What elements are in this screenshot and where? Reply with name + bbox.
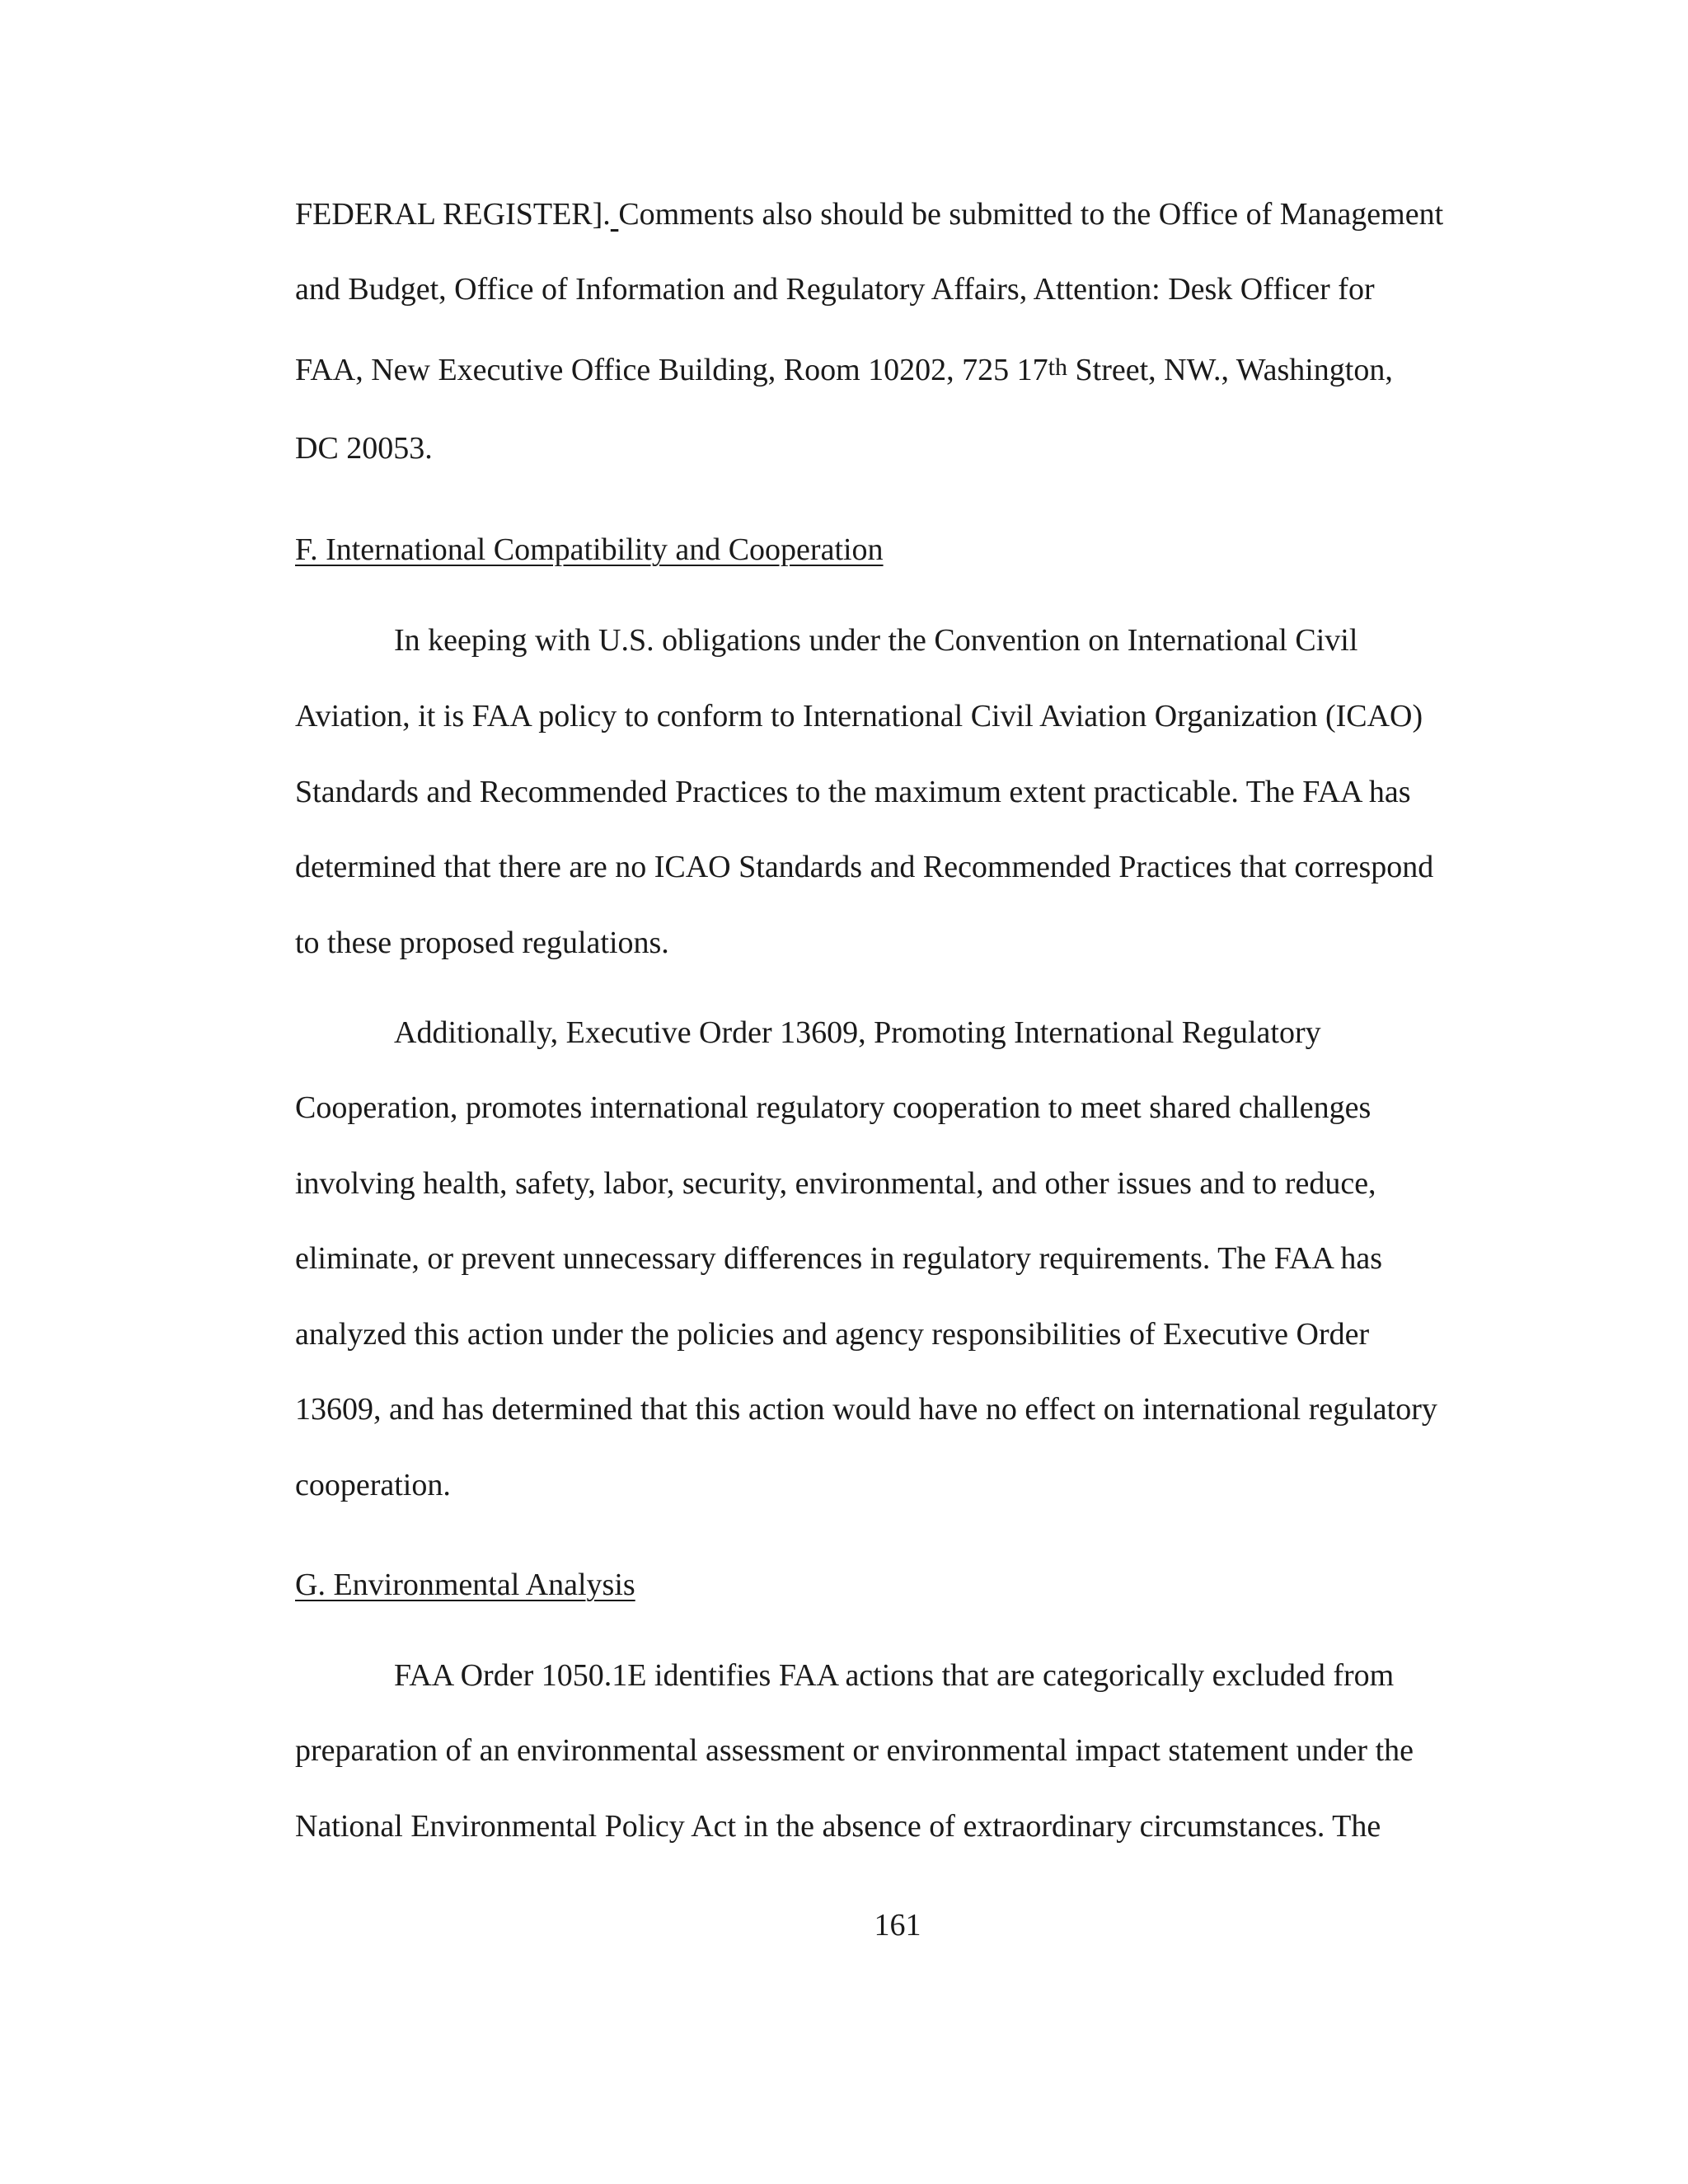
text-line: determined that there are no ICAO Standards and Recommended Practices that correspond (295, 850, 1434, 884)
text-line: DC 20053. (295, 431, 433, 466)
text-line: FAA Order 1050.1E identifies FAA actions that are categorically excluded from (394, 1658, 1395, 1693)
text-line: to these proposed regulations. (295, 926, 669, 960)
text-line: eliminate, or prevent unnecessary differences in regulatory requirements. The FAA has (295, 1241, 1382, 1276)
section-heading: G. Environmental Analysis (295, 1568, 635, 1602)
text-line: Cooperation, promotes international regulatory cooperation to meet shared challenges (295, 1090, 1372, 1125)
text-line: National Environmental Policy Act in the absence of extraordinary circumstances. The (295, 1809, 1381, 1844)
text-line: Additionally, Executive Order 13609, Promoting International Regulatory (394, 1015, 1321, 1050)
text-line: cooperation. (295, 1468, 451, 1502)
text-fragment: Street, NW., Washington, (1067, 353, 1393, 387)
section-heading: F. International Compatibility and Cooperation (295, 532, 884, 567)
text-line: preparation of an environmental assessment or environmental impact statement under the (295, 1733, 1414, 1768)
text-fragment: FEDERAL REGISTER]. (295, 197, 611, 232)
text-line: 13609, and has determined that this action would have no effect on international regulatory (295, 1392, 1437, 1427)
text-fragment: Comments also should be submitted to the Office of Management (618, 197, 1444, 232)
text-line: analyzed this action under the policies and agency responsibilities of Executive Order (295, 1317, 1370, 1352)
text-line: Standards and Recommended Practices to the maximum extent practicable. The FAA has (295, 775, 1411, 809)
underlined-space (611, 197, 619, 232)
superscript: th (1048, 354, 1067, 381)
text-line (295, 194, 1443, 234)
text-line: Aviation, it is FAA policy to conform to International Civil Aviation Organization (ICAO) (295, 699, 1423, 733)
text-line: and Budget, Office of Information and Regulatory Affairs, Attention: Desk Officer for (295, 272, 1375, 307)
text-fragment: FAA, New Executive Office Building, Room 10202, 725 17 (295, 353, 1048, 387)
text-line (295, 350, 1393, 390)
text-line: In keeping with U.S. obligations under the Convention on International Civil (394, 623, 1358, 658)
page-number: 161 (874, 1908, 921, 1943)
text-line: involving health, safety, labor, security, environmental, and other issues and to reduce, (295, 1166, 1376, 1201)
